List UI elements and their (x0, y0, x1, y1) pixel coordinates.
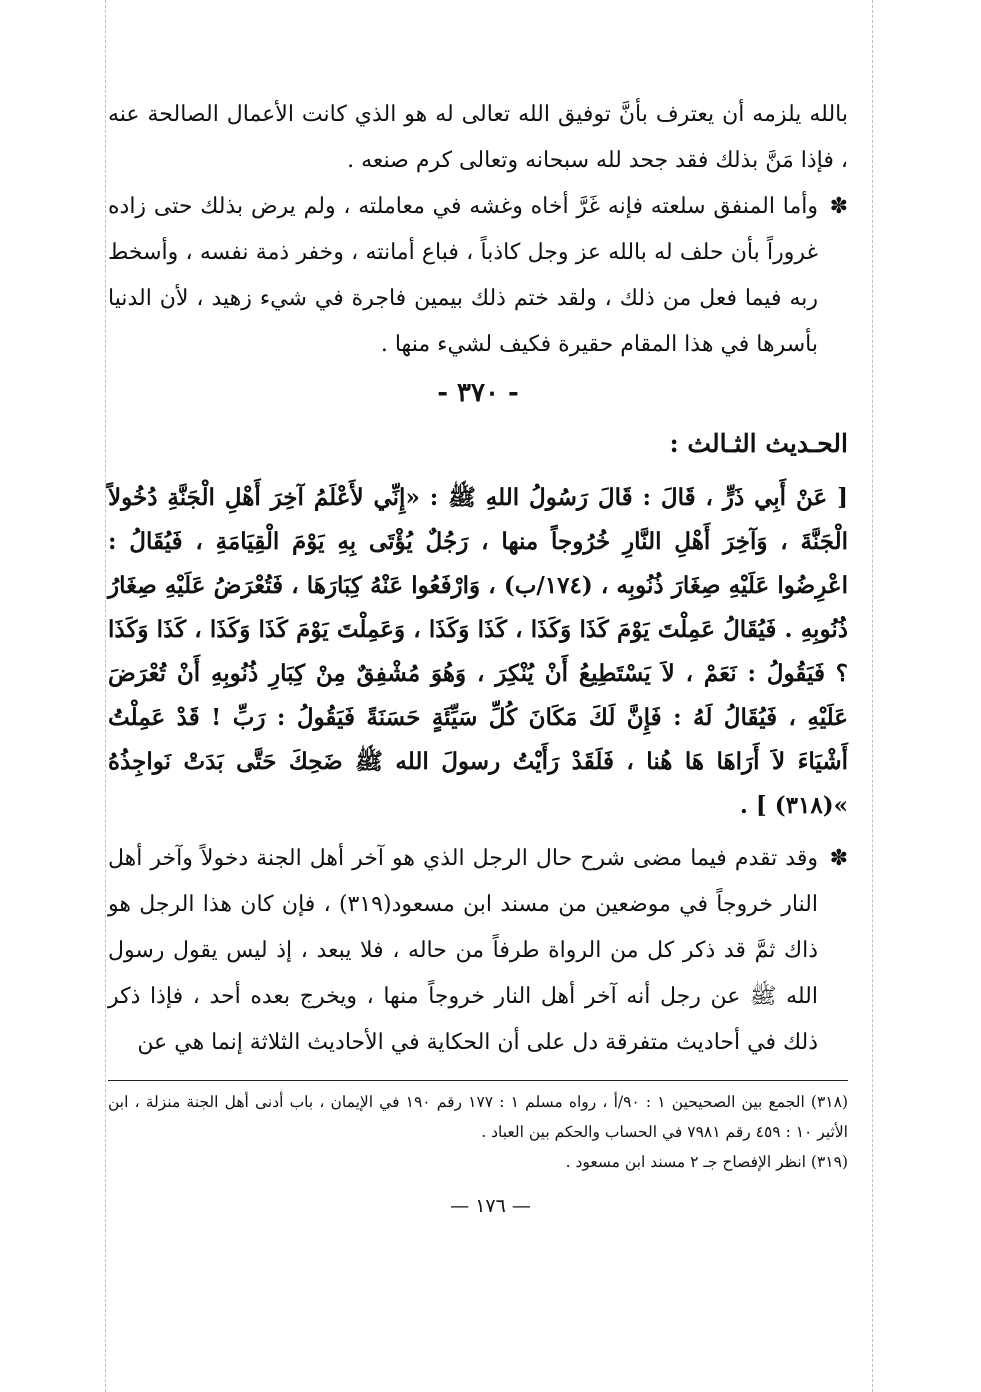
scan-guide-line-right (872, 0, 873, 1392)
document-page (108, 92, 848, 1362)
scan-guide-line-left (105, 0, 106, 1392)
hadith-heading: الحـديث الثـالث : (669, 429, 848, 458)
star-bullet-icon: ✽ (829, 194, 848, 219)
footnote-319: (٣١٩) انظر الإفصاح جـ ٢ مسند ابن مسعود . (565, 1153, 848, 1171)
hadith-text: [ عَنْ أَبِي ذَرٍّ ، قَالَ : قَالَ رَسُولُ اللهِ ﷺ : «إِنِّي لأَعْلَمُ آخِرَ أَهْلِ الْجَنَّةِ دُخُولاً الْجَنَّةَ ، وَآخِرَ أَهْلِ النَّارِ خُرُوجاً منها ، رَجُلٌ يُؤْتَى بِهِ يَوْمَ الْقِيَامَةِ ، فَيُقَالُ : اعْرِضُوا عَلَيْهِ صِغَارَ ذُنُوبِه ، (١٧٤/ب) ، وَارْفَعُوا عَنْهُ كِبَارَهَا ، فَتُعْرَضُ عَلَيْهِ صِغَارُ ذُنُوبِهِ . فَيُقَالُ عَمِلْتَ يَوْمَ كَذَا وَكَذَا ، كَذَا وَكَذَا ، وَعَمِلْتَ يَوْمَ كَذَا وَكَذَا ، كَذَا وَكَذَا ؟ فَيَقُولُ : نَعَمْ ، لاَ يَسْتَطِيعُ أَنْ يُنْكِرَ ، وَهُوَ مُشْفِقٌ مِنْ كِبَارِ ذُنُوبِهِ أَنْ تُعْرَضَ عَلَيْهِ ، فَيُقَالُ لَهُ : فَإِنَّ لَكَ مَكَانَ كُلِّ سَيِّئَةٍ حَسَنَةً فَيَقُولُ : رَبِّ ! قَدْ عَمِلْتُ أَشْيَاءَ لاَ أَرَاهَا هَا هُنا ، فَلَقَدْ رَأَيْتُ رسولَ الله ﷺ ضَحِكَ حَتَّى بَدَتْ نَواجِذُهُ »(٣١٨) ] . (108, 484, 848, 819)
star-bullet-icon: ✽ (829, 846, 848, 871)
footnote-divider (108, 1080, 848, 1081)
footnote-318: (٣١٨) الجمع بين الصحيحين ١ : ٩٠/أ ، رواه مسلم ١ : ١٧٧ رقم ١٩٠ في الإيمان ، باب أدنى أهل الجنة منزلة ، ابن الأثير ١٠ : ٤٥٩ رقم ٧٩٨١ في الحساب والحكم بين العباد . (108, 1093, 848, 1141)
page-number: — ١٧٦ — (450, 1195, 531, 1217)
paragraph-commentary-text: وقد تقدم فيما مضى شرح حال الرجل الذي هو آخر أهل الجنة دخولاً وآخر أهل النار خروجاً في موضعين من مسند ابن مسعود(٣١٩) ، فإن كان هذا الرجل هو ذاك ثمَّ قد ذكر كل من الرواة طرفاً من حاله ، فلا يبعد ، إذ ليس يقول رسول الله ﷺ عن رجل أنه آخر أهل النار خروجاً منها ، ويخرج بعده أحد ، فإذا ذكر ذلك في أحاديث متفرقة دل على أن الحكاية في الأحاديث الثلاثة إنما هي عن (108, 846, 818, 1055)
paragraph-intro: بالله يلزمه أن يعترف بأنَّ توفيق الله تعالى له هو الذي كانت الأعمال الصالحة عنه ، فإذا مَنَّ بذلك فقد جحد لله سبحانه وتعالى كرم صنعه . (108, 102, 848, 173)
section-number: - ٣٧٠ - (437, 378, 519, 408)
paragraph-seller (108, 184, 848, 368)
paragraph-commentary (108, 836, 848, 1066)
paragraph-seller-text: وأما المنفق سلعته فإنه غَرَّ أخاه وغشه في معاملته ، ولم يرض بذلك حتى زاده غروراً بأن حلف له بالله عز وجل كاذباً ، فباع أمانته ، وخفر ذمة نفسه ، وأسخط ربه فيما فعل من ذلك ، ولقد ختم ذلك بيمين فاجرة في شيء زهيد ، لأن الدنيا بأسرها في هذا المقام حقيرة فكيف لشيء منها . (108, 194, 818, 357)
